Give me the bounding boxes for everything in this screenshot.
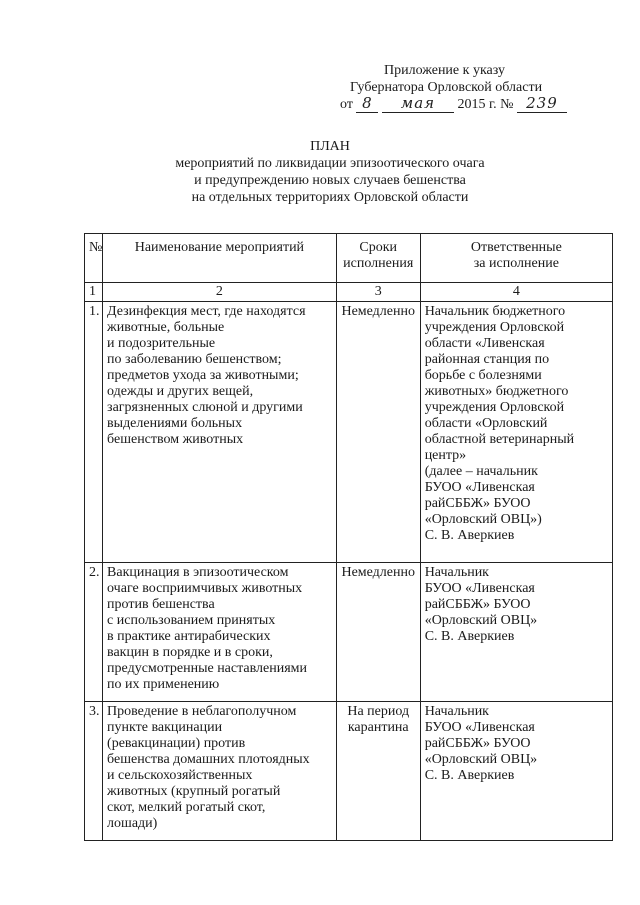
table-row [85, 302, 613, 563]
row-deadline: Немедленно [336, 563, 420, 702]
decree-number: 239 [517, 96, 567, 113]
appendix-date-line [330, 96, 570, 113]
header-measure: Наименование мероприятий [103, 234, 337, 283]
row-deadline: Немедленно [336, 302, 420, 563]
date-prefix: от [340, 97, 353, 112]
row-responsible: Начальник БУОО «Ливенская райСББЖ» БУОО «Орловский ОВЦ» С. В. Аверкиев [420, 563, 612, 702]
header-number: № [85, 234, 103, 283]
header-deadline: Сроки исполнения [336, 234, 420, 283]
row-responsible: Начальник БУОО «Ливенская райСББЖ» БУОО «Орловский ОВЦ» С. В. Аверкиев [420, 702, 612, 841]
column-number: 2 [103, 283, 337, 302]
appendix-issuer: Губернатора Орловской области [350, 80, 543, 95]
column-number: 4 [420, 283, 612, 302]
row-number: 2. [85, 563, 103, 702]
header-responsible: Ответственные за исполнение [420, 234, 612, 283]
row-measure: Дезинфекция мест, где находятся животные, больные и подозрительные по заболеванию бешенством; предметов ухода за животными; одежды и других вещей, загрязненных слюной и другими выделениями больных бешенством животных [103, 302, 337, 563]
row-number: 1. [85, 302, 103, 563]
row-number: 3. [85, 702, 103, 841]
plan-heading: ПЛАН [310, 139, 350, 154]
row-deadline: На период карантина [336, 702, 420, 841]
date-day: 8 [356, 96, 378, 113]
date-year-number-label: 2015 г. № [457, 97, 514, 112]
plan-subtitle-1: мероприятий по ликвидации эпизоотического очага [175, 156, 485, 171]
plan-subtitle-2: и предупреждению новых случаев бешенства [194, 173, 466, 188]
appendix-title: Приложение к указу [384, 63, 505, 78]
column-number-row [85, 283, 613, 302]
table-row [85, 563, 613, 702]
document-title [130, 138, 530, 206]
column-number: 3 [336, 283, 420, 302]
row-measure: Проведение в неблагополучном пункте вакцинации (ревакцинации) против бешенства домашних плотоядных и сельскохозяйственных животных (крупный рогатый скот, мелкий рогатый скот, лошади) [103, 702, 337, 841]
plan-subtitle-3: на отдельных территориях Орловской области [191, 190, 469, 205]
column-number: 1 [85, 283, 103, 302]
row-measure: Вакцинация в эпизоотическом очаге восприимчивых животных против бешенства с использованием принятых в практике антирабических вакцин в порядке и в сроки, предусмотренные наставлениями по их применению [103, 563, 337, 702]
table-header-row [85, 234, 613, 283]
appendix-block [330, 62, 570, 113]
measures-table [84, 233, 613, 841]
date-month: мая [382, 96, 454, 113]
table-row [85, 702, 613, 841]
row-responsible: Начальник бюджетного учреждения Орловской области «Ливенская районная станция по борьбе с болезнями животных» бюджетного учреждения Орловской области «Орловский областной ветеринарный центр» (далее – начальник БУОО «Ливенская райСББЖ» БУОО «Орловский ОВЦ») С. В. Аверкиев [420, 302, 612, 563]
